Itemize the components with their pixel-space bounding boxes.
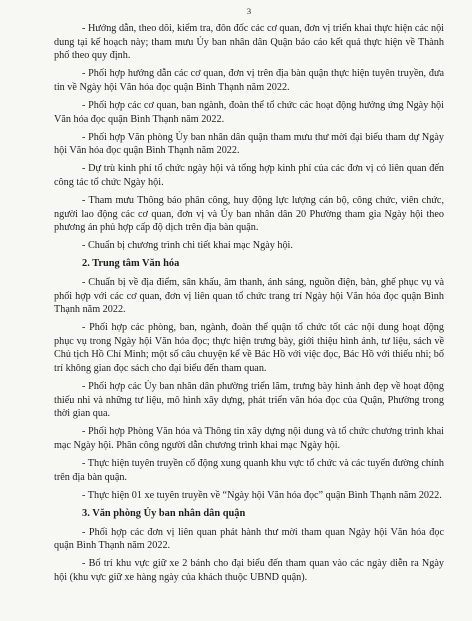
paragraph: - Phối hợp các Ủy ban nhân dân phường triển lãm, trưng bày hình ảnh đẹp về hoạt động thiếu nhi và những tư liệu, mô hình xây dựng, phát triển văn hóa đọc của Quận, Phường trong thời gian qua. bbox=[54, 381, 444, 420]
paragraph: - Phối hợp hướng dẫn các cơ quan, đơn vị trên địa bàn quận thực hiện tuyên truyền, đưa tin về Ngày hội Văn hóa đọc quận Bình Thạnh năm 2022. bbox=[54, 68, 444, 93]
paragraph: - Thực hiện 01 xe tuyên truyền về “Ngày hội Văn hóa đọc” quận Bình Thạnh năm 2022. bbox=[82, 489, 442, 501]
paragraph: - Hướng dẫn, theo dõi, kiểm tra, đôn đốc các cơ quan, đơn vị triển khai thực hiện các nội dung tại kế hoạch này; tham mưu Ủy ban nhân dân Quận báo cáo kết quả thực hiện về Thành phố theo quy định. bbox=[54, 23, 444, 62]
paragraph: - Bố trí khu vực giữ xe 2 bánh cho đại biểu đến tham quan vào các ngày diễn ra Ngày hội (khu vực giữ xe hàng ngày của khách thuộc UBND quận). bbox=[54, 558, 444, 583]
section-heading: 2. Trung tâm Văn hóa bbox=[82, 258, 180, 270]
paragraph: - Phối hợp Văn phòng Ủy ban nhân dân quận tham mưu thư mời đại biểu tham dự Ngày hội Văn hóa đọc quận Bình Thạnh năm 2022. bbox=[54, 131, 444, 157]
paragraph: - Phối hợp các cơ quan, ban ngành, đoàn thể tổ chức các hoạt động hưởng ứng Ngày hội Văn hóa đọc quận Bình Thạnh năm 2022. bbox=[54, 99, 444, 125]
section-heading: 3. Văn phòng Ủy ban nhân dân quận bbox=[82, 507, 246, 519]
paragraph: - Phối hợp các đơn vị liên quan phát hành thư mời tham quan Ngày hội Văn hóa đọc quận Bình Thạnh năm 2022. bbox=[54, 526, 444, 552]
paragraph: - Chuẩn bị về địa điểm, sân khấu, âm thanh, ánh sáng, nguồn điện, bàn, ghế phục vụ và phối hợp với các cơ quan, đơn vị liên quan tổ chức trang trí Ngày hội Văn hóa đọc quận Bình Thạnh năm 2022. bbox=[54, 277, 444, 316]
paragraph: - Phối hợp Phòng Văn hóa và Thông tin xây dựng nội dung và tổ chức chương trình khai mạc Ngày hội. Phân công người dẫn chương trình khai mạc Ngày hội. bbox=[54, 426, 444, 452]
paragraph: - Thực hiện tuyên truyền cổ động xung quanh khu vực tổ chức và các tuyến đường chính trên địa bàn quận. bbox=[54, 458, 444, 483]
paragraph: - Phối hợp các phòng, ban, ngành, đoàn thể quận tổ chức tốt các nội dung hoạt động phục vụ trong Ngày hội Văn hóa đọc; thực hiện trưng bày, giới thiệu hình ảnh, tư liệu, sách về Chủ tịch Hồ Chí Minh; một số câu chuyện kể về Bác Hồ với việc đọc, Bác Hồ với thiếu nhi; bố trí không gian đọc sách cho đại biểu đến tham quan. bbox=[54, 322, 444, 375]
paragraph: - Dự trù kinh phí tổ chức ngày hội và tổng hợp kinh phí của các đơn vị có liên quan đến công tác tổ chức Ngày hội. bbox=[54, 163, 444, 188]
page-number: 3 bbox=[246, 6, 252, 16]
paragraph: - Chuẩn bị chương trình chi tiết khai mạc Ngày hội. bbox=[82, 240, 293, 252]
paragraph: - Tham mưu Thông báo phân công, huy động lực lượng cán bộ, công chức, viên chức, người lao động các cơ quan, đơn vị và Ủy ban nhân dân 20 Phường tham gia Ngày hội theo phương án phủ hợp cấp độ dịch trên địa bàn quận. bbox=[54, 195, 444, 234]
